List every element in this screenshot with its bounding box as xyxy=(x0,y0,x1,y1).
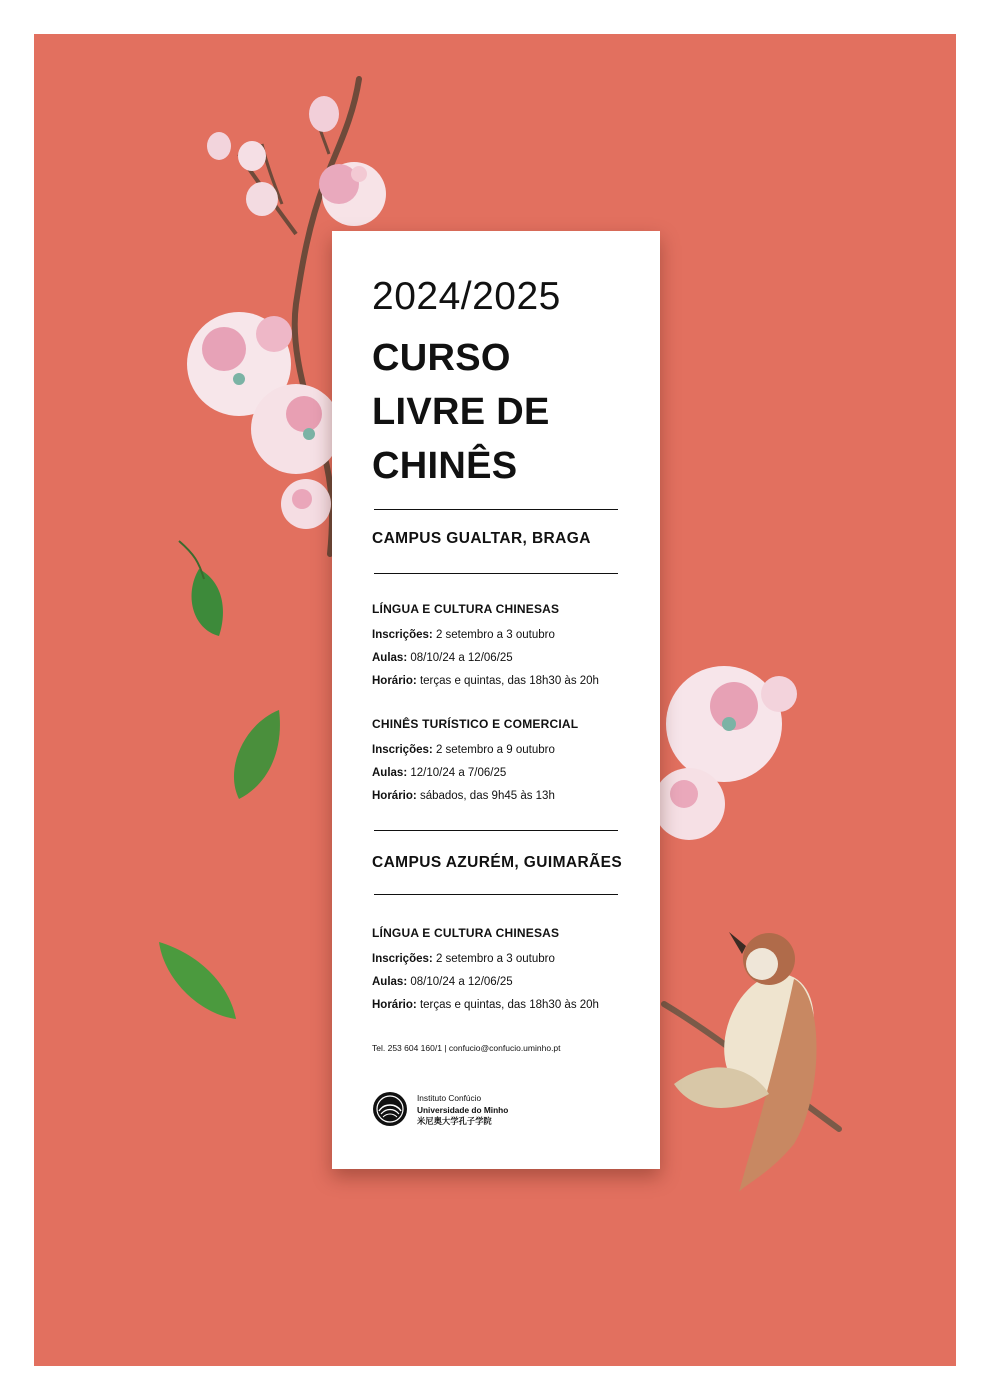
page-title xyxy=(372,331,550,493)
course-enrolment: Inscrições: 2 setembro a 3 outubro xyxy=(372,629,555,641)
logo-line: Instituto Confúcio xyxy=(417,1093,482,1103)
campus-heading: CAMPUS GUALTAR, BRAGA xyxy=(372,530,591,547)
divider xyxy=(374,830,618,831)
course-enrolment: Inscrições: 2 setembro a 3 outubro xyxy=(372,953,555,965)
blossom-right-icon xyxy=(653,666,797,840)
title-line: CHINÊS xyxy=(372,445,518,487)
confucius-institute-emblem-icon xyxy=(372,1091,408,1127)
institute-logo xyxy=(372,1091,622,1133)
falling-leaf-icon xyxy=(234,710,280,799)
course-classes: Aulas: 12/10/24 a 7/06/25 xyxy=(372,767,507,779)
falling-leaf-icon xyxy=(159,942,236,1019)
academic-year: 2024/2025 xyxy=(372,275,561,318)
course-block xyxy=(372,926,632,1017)
title-line: CURSO xyxy=(372,337,511,379)
logo-line: Universidade do Minho xyxy=(417,1104,509,1115)
course-block xyxy=(372,602,632,693)
course-title: LÍNGUA E CULTURA CHINESAS xyxy=(372,926,560,940)
sparrow-bird-icon xyxy=(664,932,839,1192)
divider xyxy=(374,894,618,895)
falling-leaf-icon xyxy=(179,541,223,636)
course-classes: Aulas: 08/10/24 a 12/06/25 xyxy=(372,652,513,664)
campus-heading: CAMPUS AZURÉM, GUIMARÃES xyxy=(372,854,623,871)
course-title: CHINÊS TURÍSTICO E COMERCIAL xyxy=(372,717,579,731)
logo-line: 米尼奥大学孔子学院 xyxy=(417,1116,492,1126)
course-classes: Aulas: 08/10/24 a 12/06/25 xyxy=(372,976,513,988)
course-schedule: Horário: terças e quintas, das 18h30 às 20h xyxy=(372,675,599,687)
course-title: LÍNGUA E CULTURA CHINESAS xyxy=(372,602,560,616)
course-enrolment: Inscrições: 2 setembro a 9 outubro xyxy=(372,744,555,756)
info-card xyxy=(332,231,660,1169)
contact-info: Tel. 253 604 160/1 | confucio@confucio.uminho.pt xyxy=(372,1043,561,1053)
poster-background xyxy=(34,34,956,1366)
course-block xyxy=(372,717,632,808)
divider xyxy=(374,573,618,574)
divider xyxy=(374,509,618,510)
course-schedule: Horário: terças e quintas, das 18h30 às 20h xyxy=(372,999,599,1011)
title-line: LIVRE DE xyxy=(372,391,550,433)
course-schedule: Horário: sábados, das 9h45 às 13h xyxy=(372,790,555,802)
